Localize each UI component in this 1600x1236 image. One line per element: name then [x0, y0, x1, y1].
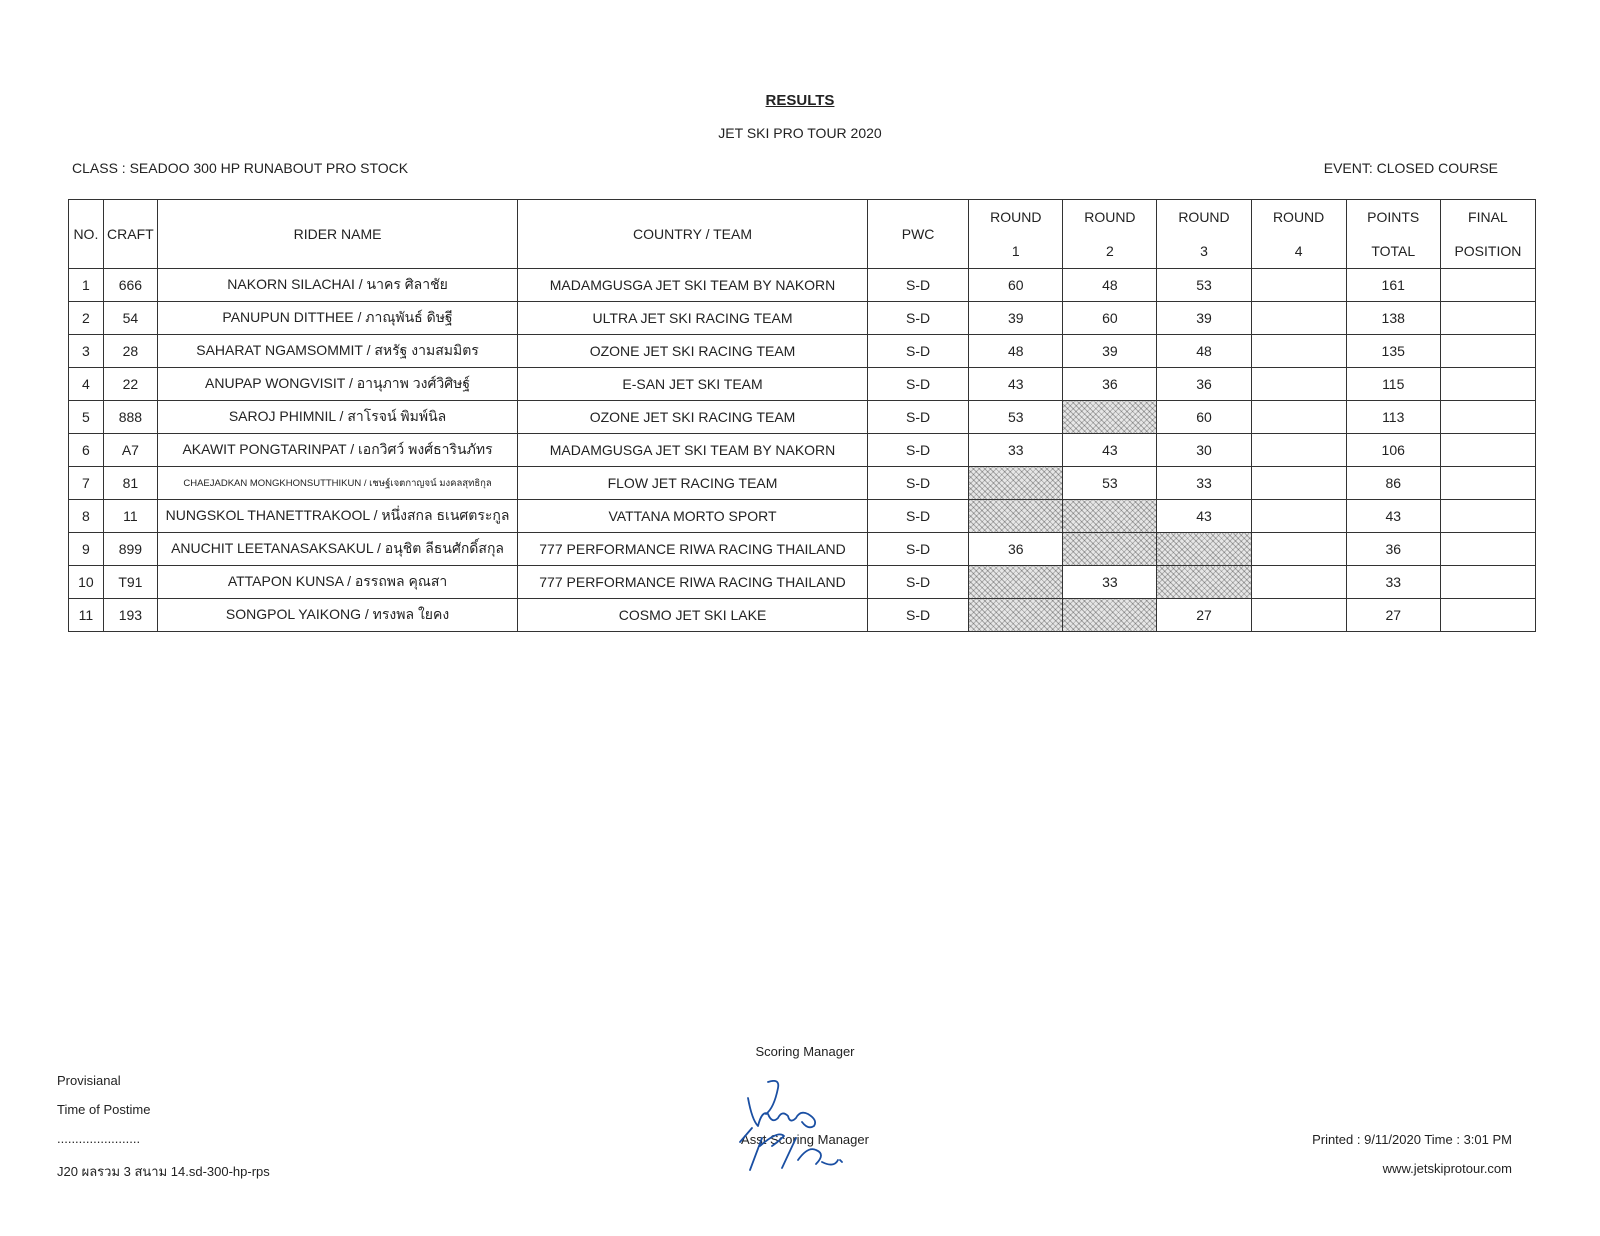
- round-2-cell: 33: [1063, 566, 1157, 599]
- round-1-cell: 36: [969, 533, 1063, 566]
- team-cell: OZONE JET SKI RACING TEAM: [518, 401, 868, 434]
- round-3-cell: [1157, 566, 1251, 599]
- table-row: [69, 401, 1536, 434]
- team-cell: E-SAN JET SKI TEAM: [518, 368, 868, 401]
- rider-name-cell: ATTAPON KUNSA / อรรถพล คุณสา: [158, 566, 518, 599]
- round-3-cell: 36: [1157, 368, 1251, 401]
- points-total-cell: 161: [1346, 269, 1440, 302]
- points-total-cell: 138: [1346, 302, 1440, 335]
- pwc-cell: S-D: [867, 467, 968, 500]
- rider-name-cell: SAROJ PHIMNIL / สาโรจน์ พิมพ์นิล: [158, 401, 518, 434]
- craft-cell: A7: [103, 434, 157, 467]
- final-position-cell: [1440, 401, 1535, 434]
- header-round-1-top: ROUND: [990, 209, 1042, 225]
- tour-subtitle: JET SKI PRO TOUR 2020: [718, 125, 882, 141]
- header-round-3-bottom: 3: [1200, 243, 1208, 259]
- table-row: [69, 269, 1536, 302]
- header-no: NO.: [69, 200, 104, 269]
- round-4-cell: [1251, 434, 1346, 467]
- team-cell: 777 PERFORMANCE RIWA RACING THAILAND: [518, 566, 868, 599]
- team-cell: MADAMGUSGA JET SKI TEAM BY NAKORN: [518, 269, 868, 302]
- round-2-cell: 39: [1063, 335, 1157, 368]
- rider-name-cell: ANUPAP WONGVISIT / อานุภาพ วงศ์วิศิษฐ์: [158, 368, 518, 401]
- rank-cell: 4: [69, 368, 104, 401]
- round-4-cell: [1251, 368, 1346, 401]
- provisional-label: Provisianal: [57, 1073, 121, 1088]
- round-1-cell: [969, 467, 1063, 500]
- final-position-cell: [1440, 335, 1535, 368]
- round-3-cell: 33: [1157, 467, 1251, 500]
- final-position-cell: [1440, 467, 1535, 500]
- team-cell: MADAMGUSGA JET SKI TEAM BY NAKORN: [518, 434, 868, 467]
- round-4-cell: [1251, 533, 1346, 566]
- scoring-manager-label: Scoring Manager: [755, 1044, 855, 1059]
- final-position-cell: [1440, 302, 1535, 335]
- header-round-4: [1251, 200, 1346, 269]
- round-3-cell: 30: [1157, 434, 1251, 467]
- table-header: [69, 200, 1536, 269]
- round-1-cell: 48: [969, 335, 1063, 368]
- file-reference: J20 ผลรวม 3 สนาม 14.sd-300-hp-rps: [57, 1164, 270, 1179]
- header-round-4-bottom: 4: [1294, 243, 1303, 259]
- points-total-cell: 43: [1346, 500, 1440, 533]
- final-position-cell: [1440, 434, 1535, 467]
- rank-cell: 3: [69, 335, 104, 368]
- round-1-cell: 43: [969, 368, 1063, 401]
- craft-cell: 28: [103, 335, 157, 368]
- round-4-cell: [1251, 302, 1346, 335]
- round-2-cell: 53: [1063, 467, 1157, 500]
- pwc-cell: S-D: [867, 500, 968, 533]
- rank-cell: 2: [69, 302, 104, 335]
- round-1-cell: 53: [969, 401, 1063, 434]
- table-row: [69, 467, 1536, 500]
- header-final-position: [1440, 200, 1535, 269]
- round-4-cell: [1251, 599, 1346, 632]
- results-title: [0, 92, 1600, 109]
- round-1-cell: [969, 500, 1063, 533]
- header-craft: CRAFT: [103, 200, 157, 269]
- table-row: [69, 335, 1536, 368]
- craft-cell: 899: [103, 533, 157, 566]
- header-round-4-top: ROUND: [1272, 209, 1325, 225]
- craft-cell: 22: [103, 368, 157, 401]
- website-link[interactable]: www.jetskiprotour.com: [1382, 1161, 1512, 1176]
- craft-cell: 81: [103, 467, 157, 500]
- header-pwc: PWC: [867, 200, 968, 269]
- rank-cell: 8: [69, 500, 104, 533]
- table-row: [69, 566, 1536, 599]
- pwc-cell: S-D: [867, 566, 968, 599]
- craft-cell: 193: [103, 599, 157, 632]
- round-2-cell: 43: [1063, 434, 1157, 467]
- round-3-cell: [1157, 533, 1251, 566]
- rider-name-cell: PANUPUN DITTHEE / ภาณุพันธ์ ดิษฐี: [158, 302, 518, 335]
- rank-cell: 10: [69, 566, 104, 599]
- round-3-cell: 53: [1157, 269, 1251, 302]
- rank-cell: 6: [69, 434, 104, 467]
- pwc-cell: S-D: [867, 434, 968, 467]
- header-round-3: [1157, 200, 1251, 269]
- header-round-1: [969, 200, 1063, 269]
- round-1-cell: 60: [969, 269, 1063, 302]
- rider-name-cell: NAKORN SILACHAI / นาคร ศิลาชัย: [158, 269, 518, 302]
- points-total-cell: 33: [1346, 566, 1440, 599]
- final-position-cell: [1440, 566, 1535, 599]
- rider-name-cell: NUNGSKOL THANETTRAKOOL / หนึ่งสกล ธเนศตระกูล: [158, 500, 518, 533]
- round-3-cell: 43: [1157, 500, 1251, 533]
- round-2-cell: 48: [1063, 269, 1157, 302]
- points-total-cell: 36: [1346, 533, 1440, 566]
- header-round-1-bottom: 1: [1011, 243, 1020, 259]
- round-3-cell: 48: [1157, 335, 1251, 368]
- round-1-cell: 33: [969, 434, 1063, 467]
- header-round-2-top: ROUND: [1084, 209, 1136, 225]
- team-cell: FLOW JET RACING TEAM: [518, 467, 868, 500]
- rider-name-cell: ANUCHIT LEETANASAKSAKUL / อนุชิต ลีธนศักดิ์สกุล: [158, 533, 518, 566]
- craft-cell: 666: [103, 269, 157, 302]
- header-points-total: [1346, 200, 1440, 269]
- pwc-cell: S-D: [867, 533, 968, 566]
- header-round-3-top: ROUND: [1178, 209, 1230, 225]
- posting-time-blank: .......................: [57, 1131, 141, 1146]
- pwc-cell: S-D: [867, 302, 968, 335]
- pwc-cell: S-D: [867, 368, 968, 401]
- table-row: [69, 368, 1536, 401]
- points-total-cell: 135: [1346, 335, 1440, 368]
- round-1-cell: 39: [969, 302, 1063, 335]
- table-row: [69, 533, 1536, 566]
- round-2-cell: 36: [1063, 368, 1157, 401]
- points-total-cell: 106: [1346, 434, 1440, 467]
- class-label: CLASS : SEADOO 300 HP RUNABOUT PRO STOCK: [72, 160, 409, 176]
- results-title-text: RESULTS: [765, 92, 835, 109]
- pwc-cell: S-D: [867, 269, 968, 302]
- round-4-cell: [1251, 566, 1346, 599]
- table-row: [69, 599, 1536, 632]
- craft-cell: T91: [103, 566, 157, 599]
- round-3-cell: 39: [1157, 302, 1251, 335]
- round-4-cell: [1251, 335, 1346, 368]
- round-4-cell: [1251, 467, 1346, 500]
- points-total-cell: 27: [1346, 599, 1440, 632]
- final-position-cell: [1440, 368, 1535, 401]
- results-table: [68, 199, 1536, 632]
- signature-mark: [738, 1080, 878, 1210]
- round-2-cell: 60: [1063, 302, 1157, 335]
- rider-name-cell: SONGPOL YAIKONG / ทรงพล ใยคง: [158, 599, 518, 632]
- rider-name-cell: CHAEJADKAN MONGKHONSUTTHIKUN / เชษฐ์เจตกาญจน์ มงคลสุทธิกุล: [158, 467, 518, 500]
- team-cell: VATTANA MORTO SPORT: [518, 500, 868, 533]
- header-final-bottom: POSITION: [1454, 243, 1522, 259]
- round-2-cell: [1063, 401, 1157, 434]
- round-3-cell: 60: [1157, 401, 1251, 434]
- rider-name-cell: SAHARAT NGAMSOMMIT / สหรัฐ งามสมมิตร: [158, 335, 518, 368]
- table-row: [69, 302, 1536, 335]
- time-of-posting-label: Time of Postime: [57, 1102, 151, 1117]
- table-row: [69, 434, 1536, 467]
- table-row: [69, 500, 1536, 533]
- round-3-cell: 27: [1157, 599, 1251, 632]
- final-position-cell: [1440, 599, 1535, 632]
- team-cell: COSMO JET SKI LAKE: [518, 599, 868, 632]
- rank-cell: 11: [69, 599, 104, 632]
- header-points-top: POINTS: [1367, 209, 1420, 225]
- round-4-cell: [1251, 401, 1346, 434]
- final-position-cell: [1440, 269, 1535, 302]
- event-label: EVENT: CLOSED COURSE: [1323, 160, 1498, 176]
- round-4-cell: [1251, 269, 1346, 302]
- craft-cell: 54: [103, 302, 157, 335]
- round-2-cell: [1063, 500, 1157, 533]
- team-cell: 777 PERFORMANCE RIWA RACING THAILAND: [518, 533, 868, 566]
- craft-cell: 888: [103, 401, 157, 434]
- printed-timestamp: Printed : 9/11/2020 Time : 3:01 PM: [1312, 1132, 1512, 1147]
- craft-cell: 11: [103, 500, 157, 533]
- rank-cell: 7: [69, 467, 104, 500]
- team-cell: ULTRA JET SKI RACING TEAM: [518, 302, 868, 335]
- round-1-cell: [969, 599, 1063, 632]
- rank-cell: 5: [69, 401, 104, 434]
- round-2-cell: [1063, 533, 1157, 566]
- header-round-2-bottom: 2: [1105, 243, 1114, 259]
- rank-cell: 9: [69, 533, 104, 566]
- header-rider-name: RIDER NAME: [158, 200, 518, 269]
- pwc-cell: S-D: [867, 401, 968, 434]
- table-body: [69, 269, 1536, 632]
- round-2-cell: [1063, 599, 1157, 632]
- rank-cell: 1: [69, 269, 104, 302]
- rider-name-cell: AKAWIT PONGTARINPAT / เอกวิศว์ พงศ์ธารินภัทร: [158, 434, 518, 467]
- points-total-cell: 86: [1346, 467, 1440, 500]
- pwc-cell: S-D: [867, 599, 968, 632]
- round-4-cell: [1251, 500, 1346, 533]
- header-final-top: FINAL: [1468, 209, 1508, 225]
- final-position-cell: [1440, 500, 1535, 533]
- final-position-cell: [1440, 533, 1535, 566]
- points-total-cell: 115: [1346, 368, 1440, 401]
- team-cell: OZONE JET SKI RACING TEAM: [518, 335, 868, 368]
- header-country-team: COUNTRY / TEAM: [518, 200, 868, 269]
- header-round-2: [1063, 200, 1157, 269]
- header-points-bottom: TOTAL: [1371, 243, 1416, 259]
- pwc-cell: S-D: [867, 335, 968, 368]
- asst-scoring-manager-label: Asst Scoring Manager: [741, 1132, 869, 1147]
- points-total-cell: 113: [1346, 401, 1440, 434]
- round-1-cell: [969, 566, 1063, 599]
